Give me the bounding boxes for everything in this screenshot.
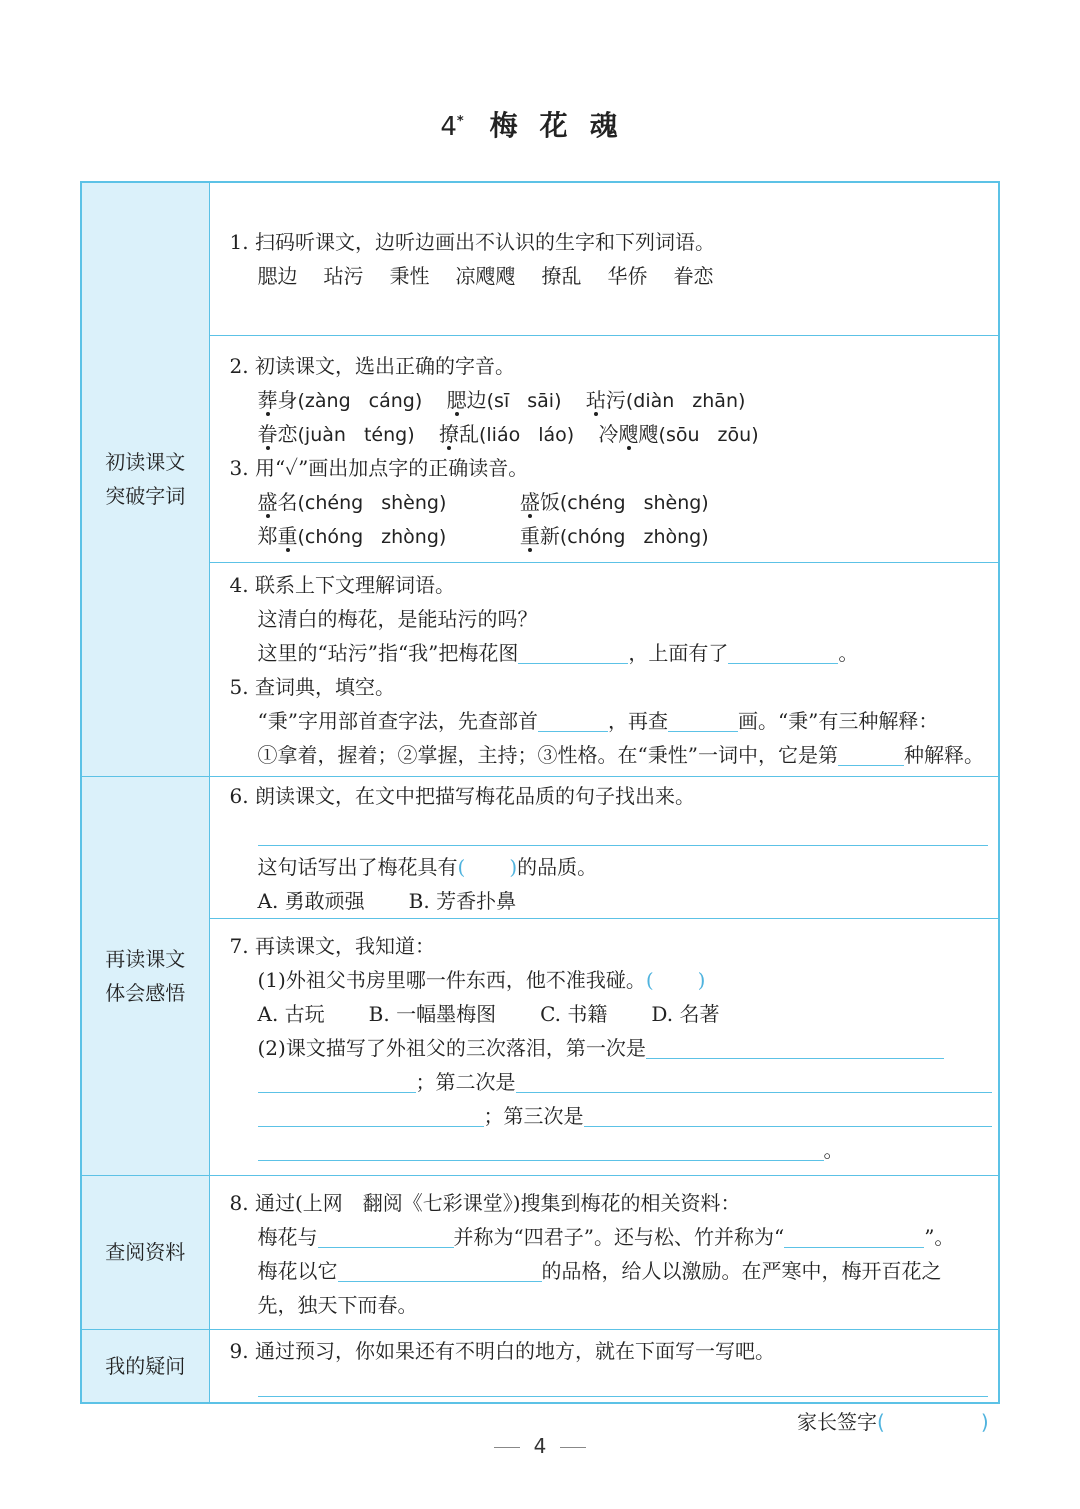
answer-blank[interactable]	[784, 1223, 924, 1248]
optional-mark: *	[456, 113, 464, 129]
parent-signature: 家长签字( )	[797, 1410, 989, 1434]
word: 凉飕飕	[455, 264, 516, 288]
pinyin-option[interactable]: láo	[538, 423, 567, 446]
option[interactable]: B. 一幅墨梅图	[368, 1001, 497, 1026]
page-number: 4	[0, 1434, 1080, 1458]
answer-blank[interactable]	[338, 1257, 542, 1282]
pinyin-option[interactable]: diàn	[633, 389, 675, 412]
q6-prompt: 6. 朗读课文，在文中把描写梅花品质的句子找出来。	[229, 783, 695, 808]
signature-field[interactable]: ( )	[877, 1410, 989, 1434]
pinyin-option[interactable]: chéng	[304, 491, 364, 514]
word: 秉性	[389, 264, 430, 288]
pinyin-option[interactable]: juàn	[304, 423, 346, 446]
answer-blank[interactable]	[258, 1136, 824, 1161]
q5-line-1: “秉”字用部首查字法，先查部首 ，再查 画。“秉”有三种解释：	[257, 708, 939, 733]
answer-blank[interactable]	[646, 1034, 944, 1059]
q9-prompt: 9. 通过预习，你如果还有不明白的地方，就在下面写一写吧。	[229, 1338, 775, 1363]
answer-blank[interactable]	[584, 1102, 992, 1127]
option[interactable]: B. 芳香扑鼻	[408, 888, 517, 913]
q8-line-1: 梅花与 并称为“四君子”。还与松、竹并称为“ ”。	[257, 1224, 955, 1249]
option[interactable]: A. 勇敢顽强	[257, 888, 365, 913]
question-4-5	[209, 562, 999, 776]
question-2-3	[209, 335, 999, 562]
pinyin-option[interactable]: zhòng	[643, 525, 702, 548]
question-9	[209, 1329, 999, 1403]
q3-row-1: 盛名(chéng shèng) 盛饭(chéng shèng)	[257, 489, 709, 514]
pinyin-option[interactable]: zàng	[304, 389, 351, 412]
q7-options	[230, 997, 989, 1031]
option[interactable]: A. 古玩	[257, 1001, 325, 1026]
q6-options	[230, 884, 989, 918]
section-label-first-reading: 初读课文 突破字词	[81, 182, 209, 776]
option[interactable]: C. 书籍	[540, 1001, 608, 1026]
pinyin-option[interactable]: zhòng	[381, 525, 439, 548]
page-title	[0, 104, 1080, 144]
word: 撩乱	[541, 264, 582, 288]
q2-row-2: 眷恋(juàn téng) 撩乱(liáo láo) 冷飕飕(sōu zōu)	[257, 421, 759, 446]
pinyin-option[interactable]: zōu	[717, 423, 752, 446]
pinyin-option[interactable]: chóng	[567, 525, 626, 548]
question-1	[209, 182, 999, 335]
q7-prompt: 7. 再读课文，我知道：	[229, 933, 435, 958]
q8-line-2: 梅花以它 的品格，给人以激励。在严寒中，梅开百花之	[257, 1258, 942, 1283]
q2-prompt: 2. 初读课文，选出正确的字音。	[229, 353, 515, 378]
pinyin-option[interactable]: sōu	[665, 423, 700, 446]
answer-paren[interactable]: ( )	[457, 854, 518, 879]
q3-prompt: 3. 用“✓”画出加点字的正确读音。	[229, 455, 529, 480]
option[interactable]: D. 名著	[651, 1001, 720, 1026]
q7-sub1: (1)外祖父书房里哪一件东西，他不准我碰。( )	[257, 967, 706, 992]
q6-fill-line: 这句话写出了梅花具有( )的品质。	[257, 854, 598, 879]
pinyin-option[interactable]: sāi	[527, 389, 555, 412]
q7-third: ；第三次是	[230, 1099, 989, 1133]
question-8	[209, 1175, 999, 1329]
q4-sentence: 这清白的梅花，是能玷污的吗？	[257, 606, 538, 631]
q1-word-list	[230, 259, 989, 293]
pinyin-option[interactable]: cáng	[368, 389, 415, 412]
q7-second: ；第二次是	[230, 1065, 989, 1099]
q4-prompt: 4. 联系上下文理解词语。	[229, 572, 455, 597]
pinyin-option[interactable]: chóng	[304, 525, 364, 548]
answer-blank[interactable]	[258, 1102, 484, 1127]
answer-blank[interactable]	[668, 707, 738, 732]
answer-blank[interactable]	[518, 639, 628, 664]
answer-blank[interactable]	[838, 741, 904, 766]
lesson-number: 4	[440, 112, 457, 142]
q5-line-2: ①拿着，握着；②掌握，主持；③性格。在“秉性”一词中，它是第 种解释。	[257, 742, 984, 767]
answer-blank[interactable]	[728, 639, 838, 664]
q8-line-3: 先，独天下而春。	[257, 1292, 418, 1317]
answer-blank[interactable]	[516, 1068, 992, 1093]
question-6	[209, 776, 999, 918]
word: 玷污	[323, 264, 364, 288]
section-label-research: 查阅资料	[81, 1175, 209, 1329]
pinyin-option[interactable]: chéng	[567, 491, 626, 514]
pinyin-option[interactable]: shèng	[643, 491, 702, 514]
word: 华侨	[607, 264, 648, 288]
pinyin-option[interactable]: liáo	[486, 423, 521, 446]
answer-blank[interactable]	[318, 1223, 454, 1248]
section-label-questions: 我的疑问	[81, 1329, 209, 1403]
q1-prompt: 1. 扫码听课文，边听边画出不认识的生字和下列词语。	[229, 230, 715, 254]
q2-row-1: 葬身(zàng cáng) 腮边(sī sāi) 玷污(diàn zhān)	[257, 387, 746, 412]
answer-paren[interactable]: ( )	[645, 967, 706, 992]
answer-line[interactable]	[258, 845, 989, 846]
q7-end: 。	[230, 1133, 989, 1167]
answer-blank[interactable]	[538, 707, 608, 732]
question-7	[209, 918, 999, 1175]
worksheet-table	[80, 181, 1000, 1404]
q5-prompt: 5. 查词典，填空。	[229, 674, 395, 699]
q4-fill-line: 这里的“玷污”指“我”把梅花图 ，上面有了 。	[257, 640, 859, 665]
section-label-second-reading: 再读课文 体会感悟	[81, 776, 209, 1175]
word: 眷恋	[673, 264, 714, 288]
lesson-title: 梅花魂	[489, 109, 640, 142]
q7-sub2: (2)课文描写了外祖父的三次落泪，第一次是	[230, 1031, 989, 1065]
q8-prompt: 8. 通过(上网 翻阅《七彩课堂》)搜集到梅花的相关资料：	[229, 1190, 741, 1215]
answer-line[interactable]	[258, 1396, 989, 1397]
q3-row-2: 郑重(chóng zhòng) 重新(chóng zhòng)	[257, 523, 709, 548]
word: 腮边	[257, 264, 298, 288]
answer-blank[interactable]	[258, 1068, 416, 1093]
pinyin-option[interactable]: zhān	[692, 389, 738, 412]
pinyin-option[interactable]: sī	[494, 389, 510, 412]
pinyin-option[interactable]: shèng	[381, 491, 439, 514]
pinyin-option[interactable]: téng	[363, 423, 408, 446]
